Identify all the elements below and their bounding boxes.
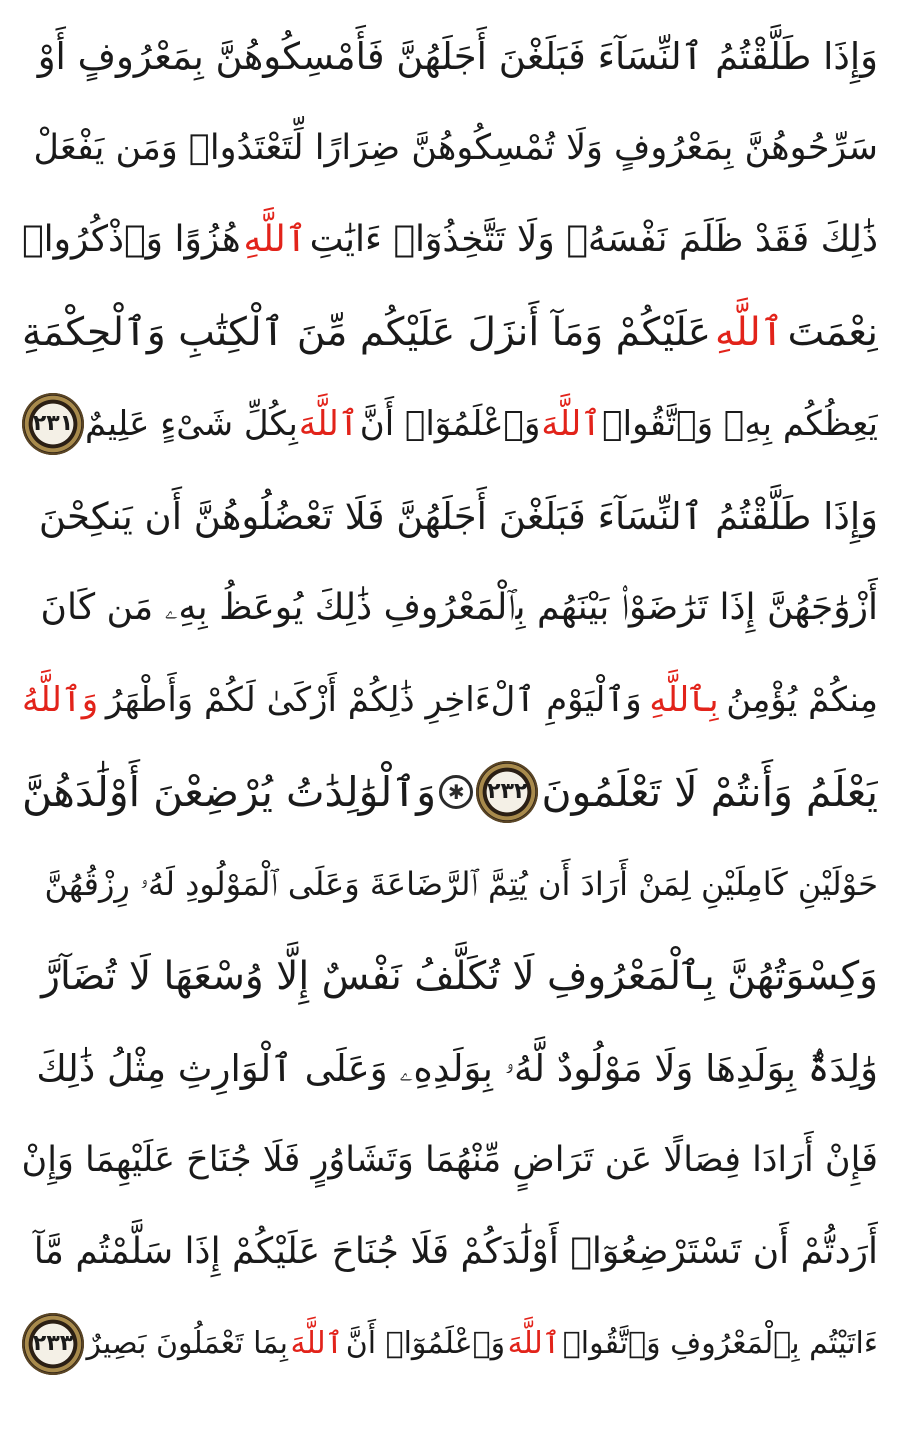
verse-text: سَرِّحُوهُنَّ بِمَعْرُوفٍ وَلَا تُمْسِكُوهُنَّ ضِرَارًا لِّتَعْتَدُوا۟ وَمَن يَفْعَلْ	[33, 127, 878, 168]
verse-line	[22, 654, 878, 746]
divine-name: ٱللَّهَ	[298, 404, 359, 444]
verse-text: وَٱلْوَٰلِدَٰتُ يُرْضِعْنَ أَوْلَٰدَهُنَّ	[22, 767, 437, 816]
verse-line	[22, 930, 878, 1022]
verse-line	[22, 102, 878, 194]
divine-name: ٱللَّهَ	[290, 1326, 344, 1361]
verse-text: يَعِظُكُم بِهِۦ وَٱتَّقُوا۟	[602, 404, 878, 444]
verse-text: وَإِذَا طَلَّقْتُمُ ٱلنِّسَآءَ فَبَلَغْنَ أَجَلَهُنَّ فَأَمْسِكُوهُنَّ بِمَعْرُوفٍ أَوْ	[37, 34, 878, 78]
divine-name: ٱللَّهِ	[243, 219, 307, 260]
verse-line	[22, 1114, 878, 1206]
verse-line	[22, 10, 878, 102]
verse-text: وَكِسْوَتُهُنَّ بِٱلْمَعْرُوفِ لَا تُكَلَّفُ نَفْسٌ إِلَّا وُسْعَهَا لَا تُضَآرَّ	[41, 953, 878, 999]
verse-text: هُزُوًا وَٱذْكُرُوا۟	[22, 219, 241, 260]
verse-text: وَٱلْيَوْمِ ٱلْءَاخِرِ ذَٰلِكُمْ أَزْكَىٰ لَكُمْ وَأَطْهَرُ	[105, 680, 642, 720]
verse-text: وَإِذَا طَلَّقْتُمُ ٱلنِّسَآءَ فَبَلَغْنَ أَجَلَهُنَّ فَلَا تَعْضُلُوهُنَّ أَن يَنكِحْنَ	[38, 494, 878, 538]
divine-name: وَٱللَّهُ	[22, 680, 99, 720]
verse-line	[22, 286, 878, 378]
verse-line	[22, 1206, 878, 1298]
verse-text: وَٰلِدَةٌۢ بِوَلَدِهَا وَلَا مَوْلُودٌ لَّهُۥ بِوَلَدِهِۦ وَعَلَى ٱلْوَارِثِ مِثْلُ ذَٰلِكَ	[36, 1046, 878, 1090]
verse-text: بِكُلِّ شَىْءٍ عَلِيمٌ	[85, 404, 298, 444]
verse-text: أَزْوَٰجَهُنَّ إِذَا تَرَٰضَوْا۟ بَيْنَهُم بِٱلْمَعْرُوفِ ذَٰلِكَ يُوعَظُ بِهِۦ مَن كَانَ	[40, 587, 878, 628]
verse-text: ذَٰلِكَ فَقَدْ ظَلَمَ نَفْسَهُۥ وَلَا تَتَّخِذُوٓا۟ ءَايَٰتِ	[309, 219, 878, 260]
divine-name: ٱللَّهَ	[541, 404, 602, 444]
verse-line	[22, 378, 878, 470]
verse-text: حَوْلَيْنِ كَامِلَيْنِ لِمَنْ أَرَادَ أَن يُتِمَّ ٱلرَّضَاعَةَ وَعَلَى ٱلْمَوْلُودِ لَهُۥ رِزْقُهُنَّ	[44, 865, 878, 903]
verse-line	[22, 746, 878, 838]
verse-text: مِنكُمْ يُؤْمِنُ	[726, 680, 878, 720]
verse-line	[22, 1022, 878, 1114]
divine-name: بِٱللَّهِ	[649, 680, 719, 720]
ayah-number-marker: ٢٣٢	[476, 761, 538, 823]
verse-text: ءَاتَيْتُم بِٱلْمَعْرُوفِ وَٱتَّقُوا۟	[562, 1326, 878, 1361]
verse-text: وَٱعْلَمُوٓا۟ أَنَّ	[359, 404, 541, 444]
verse-text: عَلَيْكُمْ وَمَآ أَنزَلَ عَلَيْكُم مِّنَ ٱلْكِتَٰبِ وَٱلْحِكْمَةِ	[22, 309, 712, 355]
verse-text: نِعْمَتَ	[787, 309, 878, 355]
verse-text: أَرَدتُّمْ أَن تَسْتَرْضِعُوٓا۟ أَوْلَٰدَكُمْ فَلَا جُنَاحَ عَلَيْكُمْ إِذَا سَلَّمْتُم مَّآ	[33, 1231, 878, 1272]
ayah-number-marker: ٢٣٣	[22, 1313, 84, 1375]
rub-el-hizb-icon: ✱	[439, 775, 473, 809]
verse-text: وَٱعْلَمُوٓا۟ أَنَّ	[345, 1326, 506, 1361]
verse-line	[22, 194, 878, 286]
verse-line	[22, 838, 878, 930]
divine-name: ٱللَّهَ	[507, 1326, 561, 1361]
verse-line	[22, 562, 878, 654]
verse-text: فَإِنْ أَرَادَا فِصَالًا عَن تَرَاضٍ مِّنْهُمَا وَتَشَاوُرٍ فَلَا جُنَاحَ عَلَيْهِمَا وَإِنْ	[22, 1139, 878, 1180]
verse-text: بِمَا تَعْمَلُونَ بَصِيرٌ	[86, 1326, 289, 1361]
ayah-number-marker: ٢٣١	[22, 393, 84, 455]
verse-line	[22, 1298, 878, 1390]
verse-line	[22, 470, 878, 562]
verse-text: يَعْلَمُ وَأَنتُمْ لَا تَعْلَمُونَ	[541, 767, 878, 816]
divine-name: ٱللَّهِ	[715, 309, 784, 355]
